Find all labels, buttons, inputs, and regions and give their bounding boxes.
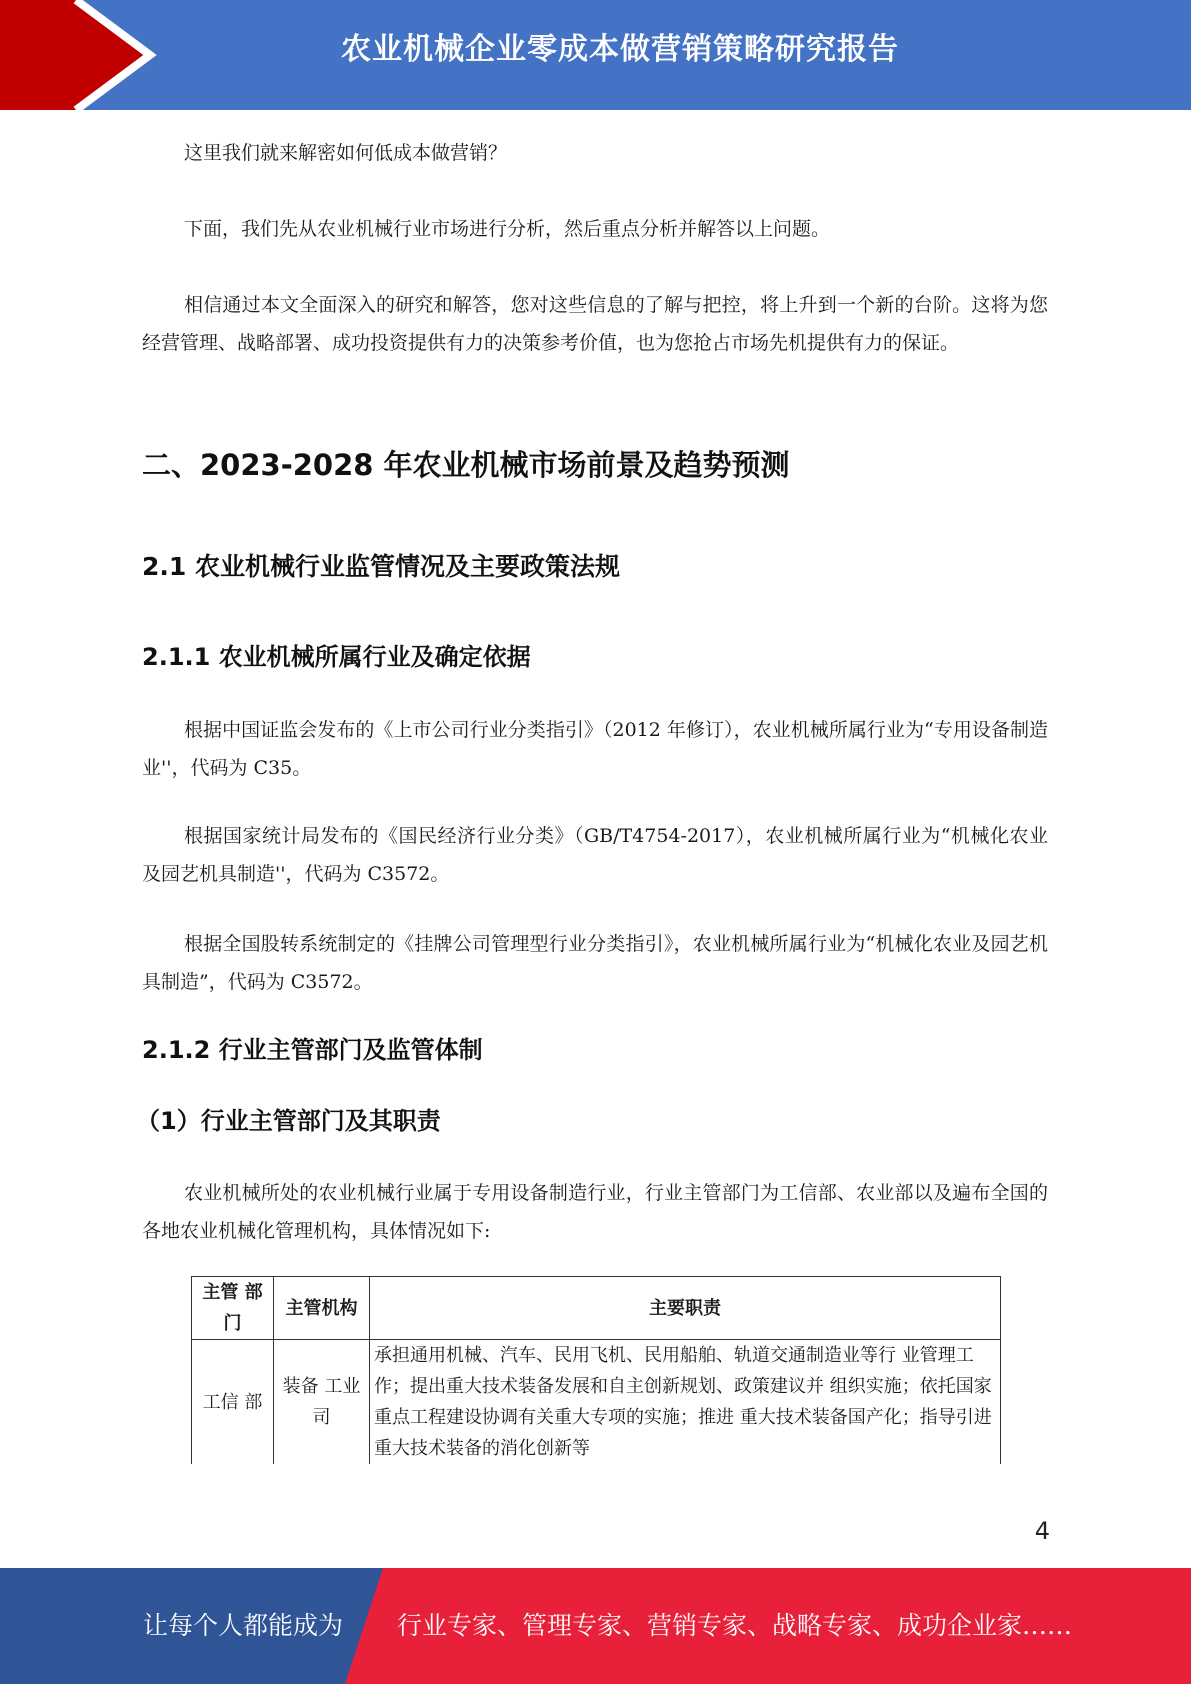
subsection-heading: 2.1 农业机械行业监管情况及主要政策法规 [142,552,620,581]
classification-paragraph-3: 根据全国股转系统制定的《挂牌公司管理型行业分类指引》，农业机械所属行业为“机械化农业及园艺机具制造”，代码为 C3572。 [142,933,1048,993]
header-agency: 主管机构 [274,1277,370,1340]
footer-slogan-left: 让每个人都能成为 [143,1611,344,1640]
cell-duties: 承担通用机械、汽车、民用飞机、民用船舶、轨道交通制造业等行 业管理工作；提出重大技术装备发展和自主创新规划、政策建议并 组织实施；依托国家重点工程建设协调有关重大专项的实施；推进 重大技术装备国产化；指导引进重大技术装备的消化创新等 [370,1340,1001,1465]
page-footer [0,1568,1191,1684]
header-department: 主管 部门 [192,1277,274,1340]
table-header-row [192,1277,1001,1340]
cell-department: 工信 部 [192,1340,274,1465]
header-duties: 主要职责 [370,1277,1001,1340]
table-row [192,1340,1001,1465]
page-number: 4 [1034,1517,1050,1545]
intro-paragraph-3: 相信通过本文全面深入的研究和解答，您对这些信息的了解与把控，将上升到一个新的台阶。这将为您经营管理、战略部署、成功投资提供有力的决策参考价值，也为您抢占市场先机提供有力的保证。 [142,294,1048,354]
footer-slogan-right: 行业专家、管理专家、营销专家、战略专家、成功企业家…… [397,1611,1073,1640]
item-heading: （1）行业主管部门及其职责 [136,1107,441,1135]
cell-agency: 装备 工业司 [274,1340,370,1465]
intro-paragraph-1: 这里我们就来解密如何低成本做营销？ [184,142,508,164]
intro-paragraph-2: 下面，我们先从农业机械行业市场进行分析，然后重点分析并解答以上问题。 [184,218,831,240]
section-heading: 二、2023-2028 年农业机械市场前景及趋势预测 [142,448,790,482]
page-header [0,0,1191,110]
header-title: 农业机械企业零成本做营销策略研究报告 [341,32,899,67]
classification-paragraph-1: 根据中国证监会发布的《上市公司行业分类指引》（2012 年修订），农业机械所属行业为“专用设备制造业''，代码为 C35。 [142,719,1048,779]
classification-paragraph-2: 根据国家统计局发布的《国民经济行业分类》（GB/T4754-2017），农业机械所属行业为“机械化农业及园艺机具制造''，代码为 C3572。 [142,825,1048,885]
department-paragraph: 农业机械所处的农业机械行业属于专用设备制造行业，行业主管部门为工信部、农业部以及遍布全国的各地农业机械化管理机构，具体情况如下: [142,1182,1048,1242]
regulator-table [191,1276,1001,1464]
sub-subsection-heading-1: 2.1.1 农业机械所属行业及确定依据 [142,643,531,671]
sub-subsection-heading-2: 2.1.2 行业主管部门及监管体制 [142,1036,483,1064]
